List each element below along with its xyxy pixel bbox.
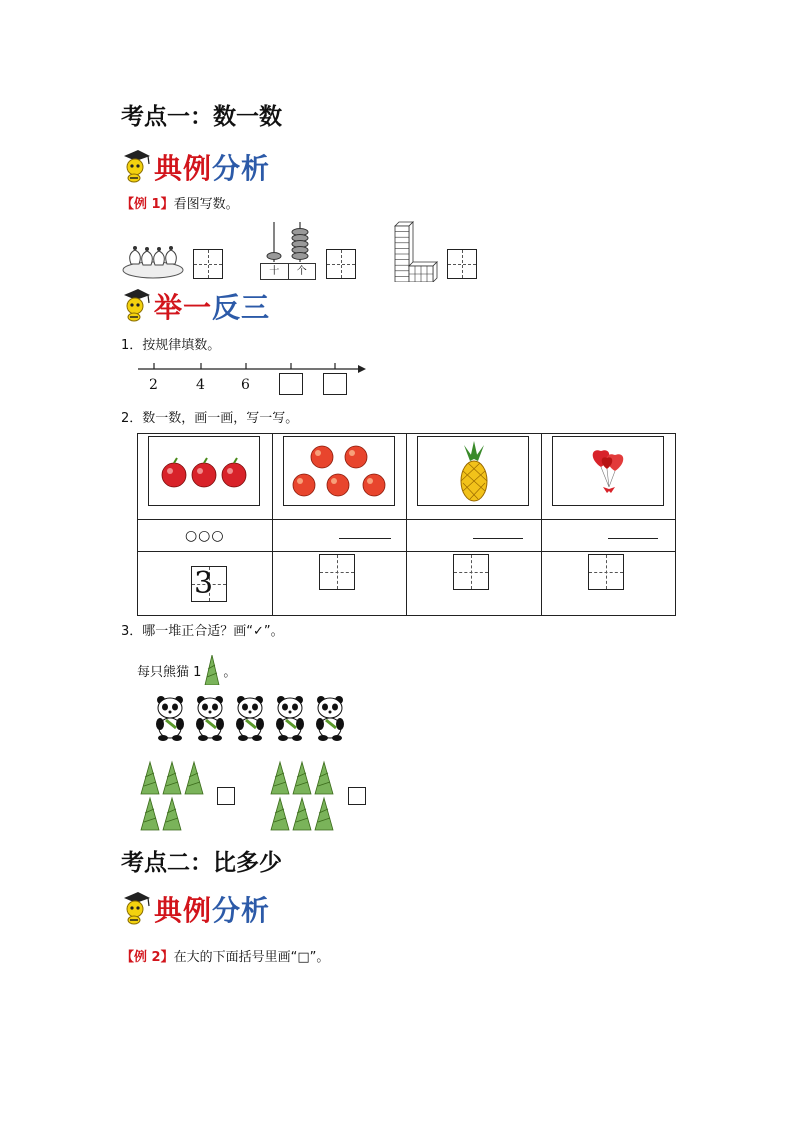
count-draw-write-table bbox=[137, 433, 676, 616]
abacus-tens-label: 十 bbox=[261, 264, 289, 279]
graduate-bee-icon bbox=[120, 287, 152, 323]
answer-digit: 3 bbox=[194, 566, 214, 601]
example-banner bbox=[120, 148, 270, 184]
pineapple-picture bbox=[417, 436, 529, 506]
example1-label: 【例 1】看图写数。 bbox=[121, 197, 239, 212]
heart-balloon-icon bbox=[587, 445, 631, 499]
number-line-value: 6 bbox=[241, 377, 250, 393]
section1-title: 考点一：数一数 bbox=[121, 104, 282, 130]
q3-subtext-pre: 每只熊猫 1 bbox=[137, 664, 202, 680]
check-box[interactable] bbox=[217, 787, 235, 805]
check-box[interactable] bbox=[348, 787, 366, 805]
q3-subtext-post: 。 bbox=[223, 664, 237, 680]
answer-box[interactable] bbox=[323, 373, 347, 395]
abacus-ones-label: 个 bbox=[296, 266, 307, 277]
practice-banner bbox=[120, 287, 270, 323]
number-line-axis-icon bbox=[138, 360, 368, 374]
balloons-picture bbox=[552, 436, 664, 506]
practice-banner-title: 举一反三 bbox=[154, 291, 271, 324]
example-banner bbox=[120, 890, 270, 926]
example2-label: 【例 2】在大的下面括号里画“□”。 bbox=[121, 950, 330, 965]
bamboo-pile-left-image bbox=[140, 760, 210, 832]
table-cell bbox=[407, 434, 541, 520]
table-cell bbox=[541, 520, 675, 552]
table-cell bbox=[272, 434, 406, 520]
number-line bbox=[138, 360, 368, 400]
answer-line[interactable] bbox=[339, 538, 391, 539]
bamboo-pile-right-image bbox=[270, 760, 340, 832]
apples-picture bbox=[148, 436, 260, 506]
section2-title: 考点二：比多少 bbox=[121, 850, 282, 876]
answer-box[interactable] bbox=[447, 249, 477, 279]
number-line-value: 2 bbox=[149, 377, 158, 393]
example1-figure bbox=[121, 218, 481, 284]
answer-box[interactable] bbox=[319, 554, 355, 590]
table-cell bbox=[407, 552, 541, 616]
example-banner-title: 典例分析 bbox=[154, 152, 271, 185]
table-cell bbox=[272, 552, 406, 616]
abacus-base bbox=[260, 263, 316, 280]
graduate-bee-icon bbox=[120, 148, 152, 184]
cube-stack-image bbox=[389, 220, 439, 282]
answer-box[interactable] bbox=[279, 373, 303, 395]
strawberry-plate-image bbox=[121, 234, 185, 280]
bamboo-shoot-icon bbox=[203, 655, 221, 685]
q1-text: 1．按规律填数。 bbox=[121, 338, 221, 353]
peach-icon bbox=[290, 443, 390, 501]
answer-line[interactable] bbox=[473, 538, 523, 539]
example-banner-title: 典例分析 bbox=[154, 894, 271, 927]
peaches-picture bbox=[283, 436, 395, 506]
pineapple-icon bbox=[458, 441, 490, 503]
answer-box[interactable] bbox=[193, 249, 223, 279]
table-cell bbox=[541, 552, 675, 616]
q3-text: 3．哪一堆正合适？画“✓”。 bbox=[121, 624, 284, 639]
answer-box[interactable] bbox=[588, 554, 624, 590]
table-cell bbox=[541, 434, 675, 520]
abacus-rods-icon bbox=[260, 218, 316, 264]
table-cell bbox=[138, 520, 273, 552]
graduate-bee-icon bbox=[120, 890, 152, 926]
panda-row-image bbox=[150, 694, 350, 742]
table-cell bbox=[138, 552, 273, 616]
drawn-circles: ○○○ bbox=[184, 527, 225, 544]
table-cell bbox=[407, 520, 541, 552]
answer-box[interactable] bbox=[453, 554, 489, 590]
q3-subtext bbox=[137, 655, 236, 685]
table-cell bbox=[272, 520, 406, 552]
answer-line[interactable] bbox=[608, 538, 658, 539]
table-cell bbox=[138, 434, 273, 520]
answer-box[interactable] bbox=[326, 249, 356, 279]
number-line-value: 4 bbox=[196, 377, 205, 393]
apple-icon bbox=[159, 457, 249, 489]
q2-text: 2．数一数，画一画，写一写。 bbox=[121, 411, 299, 426]
